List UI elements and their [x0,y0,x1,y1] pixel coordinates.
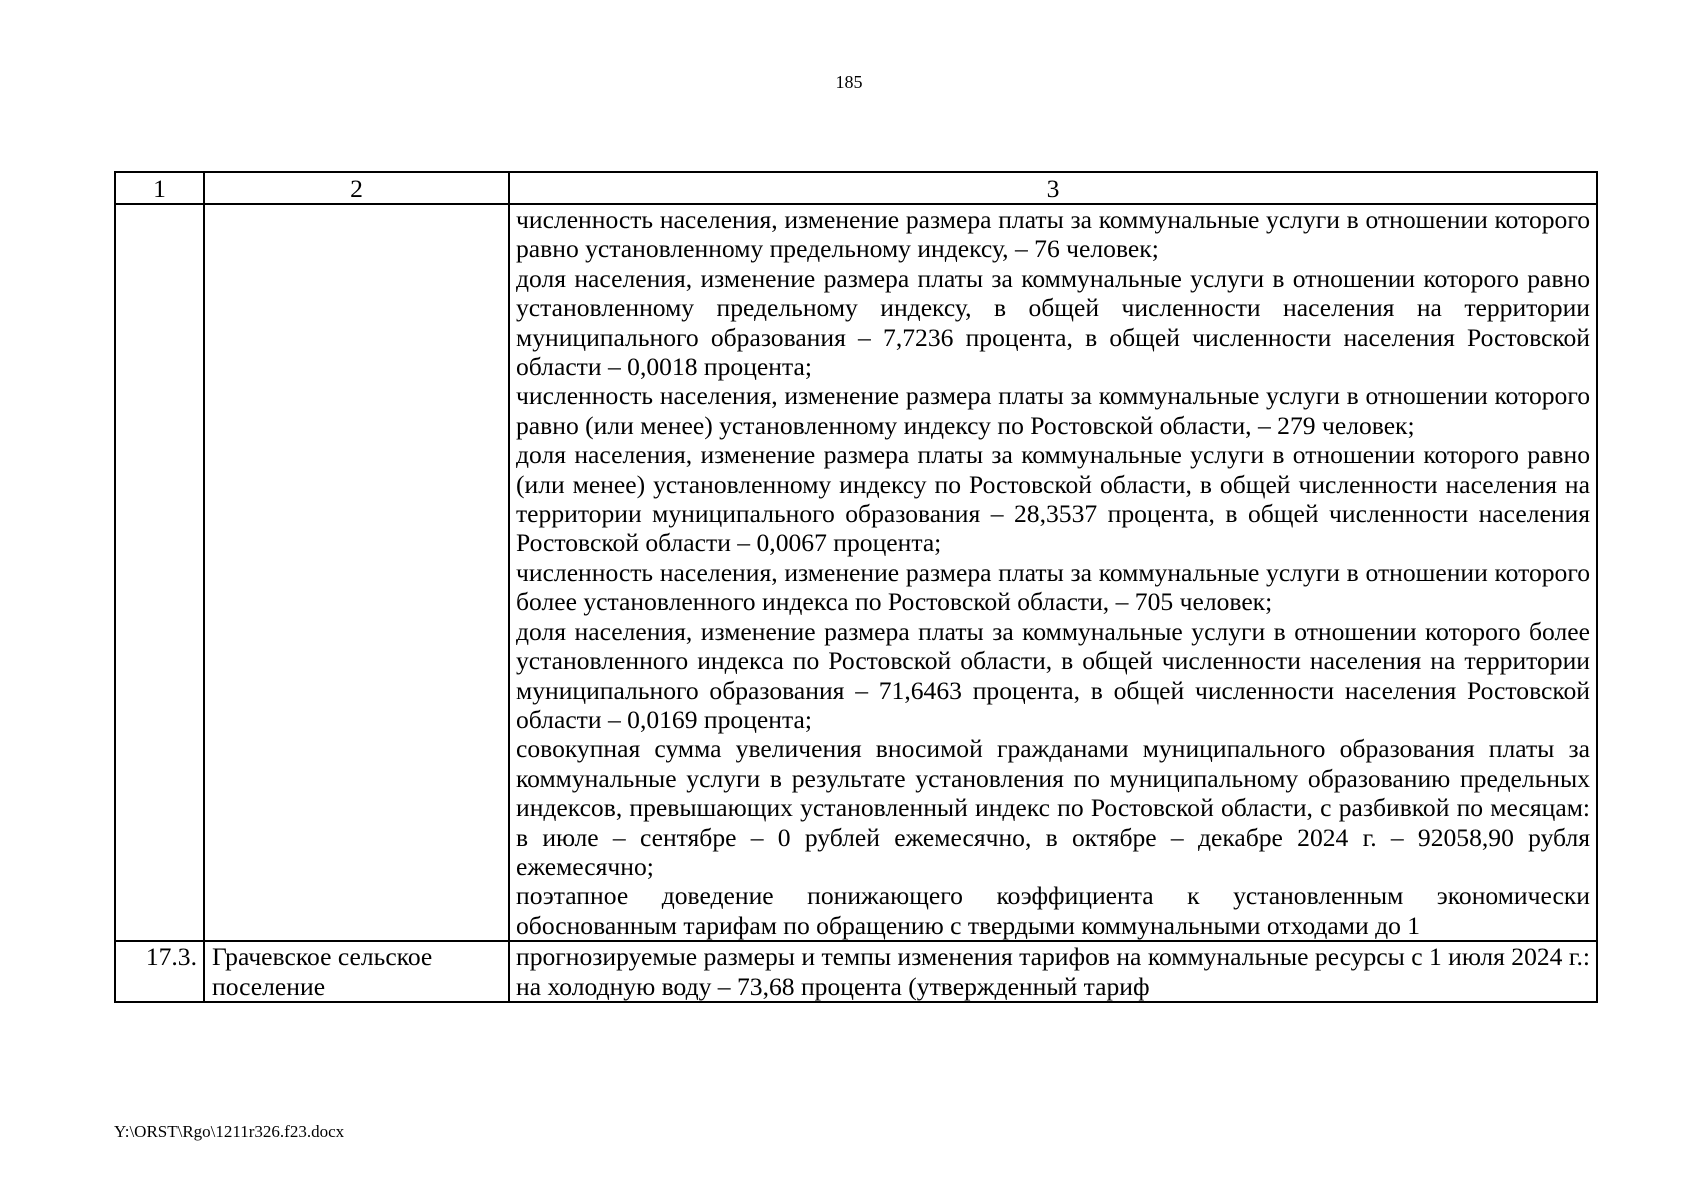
tariff-text-cell [509,941,1597,1002]
page-number: 185 [835,72,863,92]
continued-number-cell [115,204,204,941]
row-number-cell: 17.3. [115,941,204,1002]
table-row-continued [115,204,1597,941]
column-1-header: 1 [115,172,204,204]
table-row-17-3 [115,941,1597,1002]
paragraph-total-payment-increase: совокупная сумма увеличения вносимой гражданами муниципального образования платы за коммунальные услуги в результате установления по муниципальному образованию предельных индексов, превышающих установленный индекс по Ростовской области, с разбивкой по месяцам: в июле – сентябре – 0 рублей ежемесячно, в октябре – декабре 2024 г. – 92058,90 рубля ежемесячно; [516,734,1590,881]
paragraph-population-at-or-below-index: численность населения, изменение размера платы за коммунальные услуги в отношении которого равно (или менее) установленному индексу по Ростовской области, – 279 человек; [516,381,1590,440]
footer-file-path: Y:\ORST\Rgo\1211r326.f23.docx [114,1122,345,1141]
tariff-text-clip [516,942,1590,1001]
column-3-header: 3 [509,172,1597,204]
continued-text-cell [509,204,1597,941]
paragraph-share-at-limit-index: доля населения, изменение размера платы за коммунальные услуги в отношении которого равно установленному предельному индексу, в общей численности населения на территории муниципального образования – 7,7236 процента, в общей численности населения Ростовской области – 0,0018 процента; [516,263,1590,382]
document-table [114,171,1598,1003]
paragraph-tariff-forecast: прогнозируемые размеры и темпы изменения тарифов на коммунальные ресурсы с 1 июля 2024 г.: на холодную воду – 73,68 процента (утвержденный тариф [516,942,1590,1001]
paragraph-population-above-index: численность населения, изменение размера платы за коммунальные услуги в отношении которого более установленного индекса по Ростовской области, – 705 человек; [516,557,1590,617]
paragraph-population-at-limit-index: численность населения, изменение размера платы за коммунальные услуги в отношении которого равно установленному предельному индексу, – 76 человек; [516,205,1590,264]
paragraph-share-at-or-below-index: доля населения, изменение размера платы за коммунальные услуги в отношении которого равно (или менее) установленному индексу по Ростовской области, в общей численности населения на территории муниципального образования – 28,3537 процента, в общей численности населения Ростовской области – 0,0067 процента; [516,440,1590,558]
column-2-header: 2 [204,172,509,204]
paragraph-share-above-index: доля населения, изменение размера платы за коммунальные услуги в отношении которого более установленного индекса по Ростовской области, в общей численности населения на территории муниципального образования – 71,6463 процента, в общей численности населения Ростовской области – 0,0169 процента; [516,616,1590,734]
settlement-name-cell: Грачевское сельское поселение [204,941,509,1002]
paragraph-waste-tariff-coefficient: поэтапное доведение понижающего коэффициента к установленным экономически обоснованным тарифам по обращению с твердыми коммунальными отходами до 1 [516,881,1590,940]
continued-name-cell [204,204,509,941]
table-header-row [115,172,1597,204]
